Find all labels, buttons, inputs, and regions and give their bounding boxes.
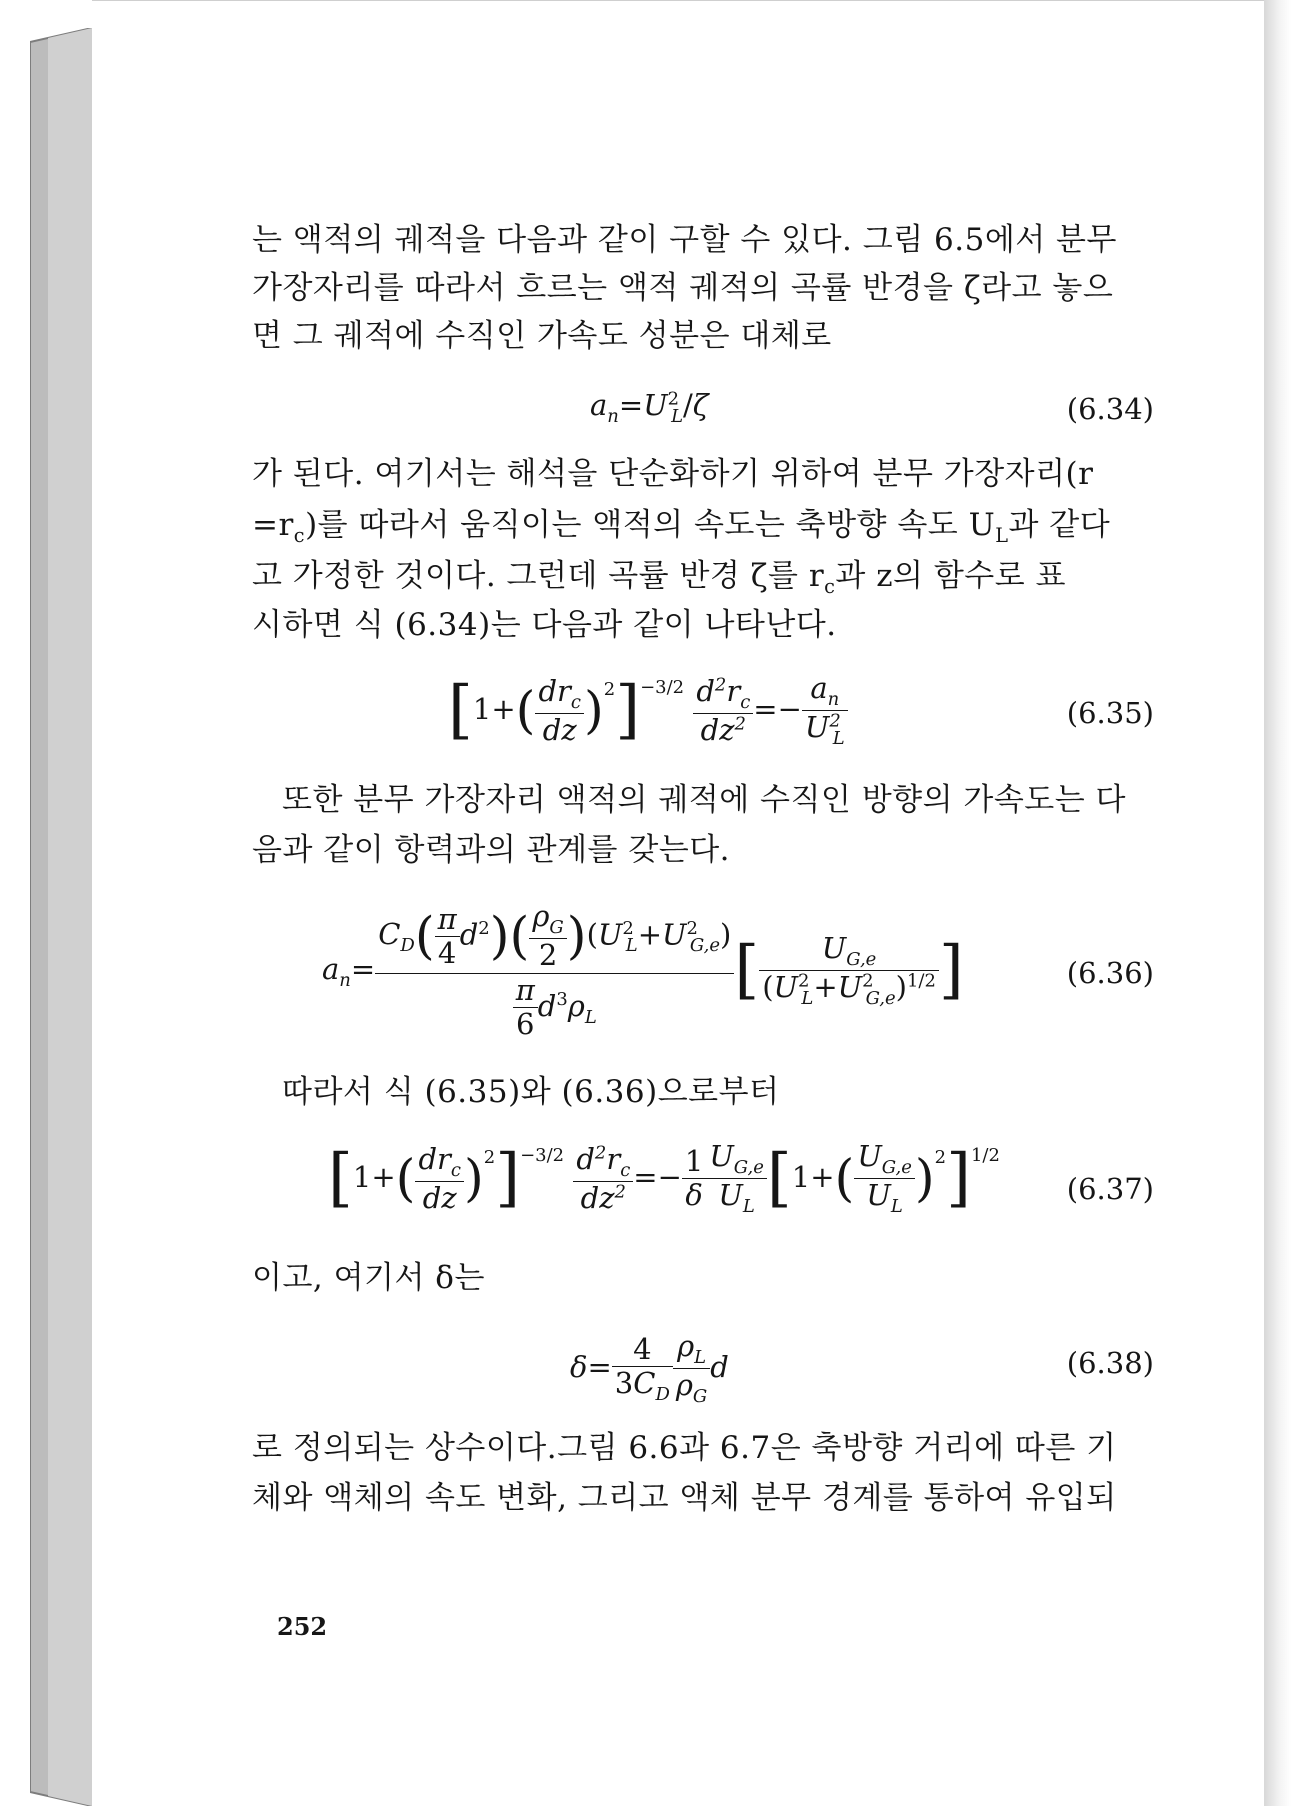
book-spine	[30, 28, 92, 1806]
equation-number: (6.35)	[1066, 696, 1154, 730]
equation-number: (6.34)	[1066, 392, 1154, 426]
text-line: 따라서 식 (6.35)와 (6.36)으로부터	[282, 1074, 780, 1110]
text-fragment: 과 z의 함수로 표	[835, 558, 1066, 594]
equation-6-36: $a_n=$ $C_D$( $\frac{\pi}{4}$ $d^2$)( $\frac{\rho_G}{2}$ )$(U^2_L+U^2_{G,e})$ $\frac{\pi}{6}$ $d^3\rho_L$ [ $\frac{U_{G,e}}{(U^2_L+U^2_{G,e})^{1/2}}$ ]	[322, 899, 964, 1042]
page-number: 252	[277, 1612, 328, 1641]
subscript: c	[293, 524, 306, 548]
equation-number: (6.36)	[1066, 956, 1154, 990]
page-edge-shadow	[1264, 0, 1291, 1806]
text-line: 는 액적의 궤적을 다음과 같이 구할 수 있다. 그림 6.5에서 분무	[252, 222, 1117, 258]
equation-6-34: $a_n=U^2_L/\zeta$	[590, 388, 709, 427]
text-line: 로 정의되는 상수이다.그림 6.6과 6.7은 축방향 거리에 따른 기	[252, 1430, 1117, 1466]
text-line	[252, 556, 1066, 607]
text-fragment: 과 같다	[1008, 507, 1111, 543]
equation-number: (6.37)	[1066, 1172, 1154, 1206]
text-fragment: =r	[252, 507, 294, 543]
text-line	[252, 505, 1110, 556]
text-line: 면 그 궤적에 수직인 가속도 성분은 대체로	[252, 318, 832, 354]
equation-6-35: [1+( $\frac{dr_c}{dz}$ )$^2$]$^{-3/2}$ $\frac{d^2r_c}{dz^2}$ =− $\frac{a_n}{U^2_L}$	[448, 672, 848, 750]
text-line: 체와 액체의 속도 변화, 그리고 액체 분무 경계를 통하여 유입되	[252, 1480, 1117, 1516]
equation-number: (6.38)	[1066, 1346, 1154, 1380]
subscript: c	[824, 575, 836, 599]
text-line: 가 된다. 여기서는 해석을 단순화하기 위하여 분무 가장자리(r	[252, 456, 1094, 492]
text-fragment: 고 가정한 것이다. 그런데 곡률 반경 ζ를 r	[252, 558, 825, 594]
text-line: 가장자리를 따라서 흐르는 액적 궤적의 곡률 반경을 ζ라고 놓으	[252, 270, 1114, 306]
text-line: 이고, 여기서 δ는	[252, 1260, 485, 1296]
subscript: L	[995, 524, 1009, 548]
equation-6-38: δ= $\frac{4}{3C_D}$ $\frac{\rho_L}{\rho_G}$ d	[570, 1329, 729, 1408]
text-line: 시하면 식 (6.34)는 다음과 같이 나타난다.	[252, 607, 837, 643]
text-fragment: )를 따라서 움직이는 액적의 속도는 축방향 속도 U	[305, 507, 996, 543]
text-line: 또한 분무 가장자리 액적의 궤적에 수직인 방향의 가속도는 다	[282, 782, 1126, 818]
equation-6-37: [1+( $\frac{dr_c}{dz}$ )$^2$]$^{-3/2}$ $\frac{d^2r_c}{dz^2}$ =− $\frac{1}{\delta}$ $\frac{U_{G,e}}{U_L}$ [1+( $\frac{U_{G,e}}{U_L}$ )$^2$]$^{1/2}$	[328, 1139, 1000, 1218]
text-line: 음과 같이 항력과의 관계를 갖는다.	[252, 832, 731, 868]
